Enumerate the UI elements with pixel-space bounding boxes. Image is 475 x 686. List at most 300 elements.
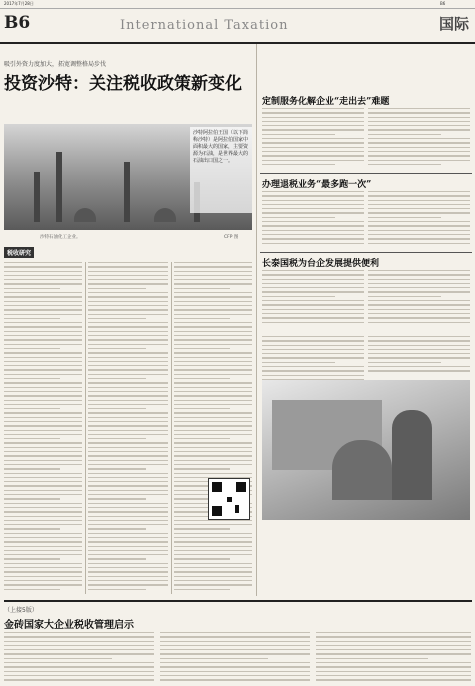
office-photo bbox=[262, 380, 470, 520]
text-line bbox=[262, 340, 364, 341]
text-line bbox=[368, 279, 470, 280]
text-line bbox=[368, 287, 470, 288]
text-line bbox=[88, 365, 168, 366]
text-line bbox=[174, 266, 252, 267]
text-line bbox=[88, 533, 168, 534]
text-line bbox=[88, 348, 146, 349]
text-line bbox=[4, 438, 60, 439]
text-line bbox=[262, 204, 364, 205]
text-line bbox=[368, 217, 441, 218]
text-line bbox=[174, 558, 230, 559]
text-line bbox=[174, 309, 252, 310]
text-line bbox=[4, 292, 82, 293]
text-line bbox=[4, 524, 82, 525]
text-line bbox=[4, 537, 82, 538]
text-line bbox=[4, 567, 82, 568]
text-line bbox=[262, 238, 364, 239]
text-line bbox=[4, 279, 82, 280]
text-line bbox=[368, 208, 470, 209]
text-line bbox=[368, 151, 470, 152]
text-line bbox=[88, 455, 168, 456]
text-line bbox=[4, 511, 82, 512]
text-line bbox=[174, 400, 252, 401]
text-line bbox=[174, 365, 252, 366]
text-line bbox=[4, 589, 60, 590]
text-line bbox=[4, 322, 82, 323]
text-line bbox=[174, 421, 252, 422]
text-line bbox=[88, 309, 168, 310]
text-line bbox=[4, 649, 154, 650]
text-line bbox=[368, 125, 470, 126]
text-line bbox=[174, 344, 252, 345]
text-line bbox=[88, 563, 168, 564]
text-line bbox=[88, 275, 168, 276]
text-line bbox=[88, 490, 168, 491]
text-line bbox=[262, 112, 364, 113]
section-title-chinese: 国际 bbox=[438, 15, 469, 33]
text-line bbox=[4, 305, 82, 306]
text-line bbox=[174, 442, 252, 443]
text-line bbox=[4, 498, 60, 499]
text-line bbox=[316, 632, 471, 633]
text-line bbox=[4, 580, 82, 581]
text-line bbox=[88, 369, 168, 370]
text-line bbox=[174, 425, 252, 426]
text-line bbox=[262, 370, 364, 371]
text-line bbox=[174, 352, 252, 353]
text-line bbox=[316, 662, 471, 663]
text-line bbox=[4, 348, 60, 349]
text-line bbox=[174, 292, 252, 293]
text-line bbox=[262, 147, 364, 148]
text-line bbox=[262, 357, 364, 358]
text-line bbox=[88, 262, 168, 263]
story-1-column-1 bbox=[262, 108, 364, 170]
text-line bbox=[4, 331, 82, 332]
text-line bbox=[88, 473, 168, 474]
text-line bbox=[4, 344, 82, 345]
text-line bbox=[316, 641, 471, 642]
text-line bbox=[88, 550, 168, 551]
text-line bbox=[368, 370, 470, 371]
text-line bbox=[174, 412, 252, 413]
text-line bbox=[88, 318, 146, 319]
text-line bbox=[174, 546, 252, 547]
story-1-column-2 bbox=[368, 108, 470, 170]
text-line bbox=[4, 271, 82, 272]
text-line bbox=[4, 666, 154, 667]
text-line bbox=[4, 507, 82, 508]
text-line bbox=[88, 266, 168, 267]
text-line bbox=[4, 365, 82, 366]
text-line bbox=[88, 322, 168, 323]
text-line bbox=[4, 464, 82, 465]
text-line bbox=[174, 378, 230, 379]
text-line bbox=[368, 230, 470, 231]
text-line bbox=[88, 279, 168, 280]
text-line bbox=[4, 318, 60, 319]
photo-caption-box: 沙特阿拉伯王国（以下简称沙特）是阿拉伯国家中面积最大的国家，主要资源为石油，是世界最大的石油出口国之一。 bbox=[190, 127, 252, 213]
text-line bbox=[368, 129, 470, 130]
text-line bbox=[4, 314, 82, 315]
text-line bbox=[88, 442, 168, 443]
text-line bbox=[262, 274, 364, 275]
text-line bbox=[368, 357, 470, 358]
text-line bbox=[262, 117, 364, 118]
text-line bbox=[4, 283, 82, 284]
text-line bbox=[368, 195, 470, 196]
text-line bbox=[174, 339, 252, 340]
text-line bbox=[88, 339, 168, 340]
text-line bbox=[4, 382, 82, 383]
bottom-column-3 bbox=[316, 632, 471, 684]
text-line bbox=[4, 395, 82, 396]
photo-caption: 沙特石油化工企业。 bbox=[40, 235, 81, 240]
section-title-english: International Taxation bbox=[120, 18, 289, 33]
text-line bbox=[174, 550, 252, 551]
text-line bbox=[88, 335, 168, 336]
text-line bbox=[174, 404, 252, 405]
text-line bbox=[4, 550, 82, 551]
text-line bbox=[88, 464, 168, 465]
text-line bbox=[160, 675, 310, 676]
text-line bbox=[4, 352, 82, 353]
text-line bbox=[88, 507, 168, 508]
lead-column-2 bbox=[88, 262, 168, 594]
text-line bbox=[88, 451, 168, 452]
text-line bbox=[174, 451, 252, 452]
text-line bbox=[368, 274, 470, 275]
text-line bbox=[4, 455, 82, 456]
text-line bbox=[4, 357, 82, 358]
text-line bbox=[174, 460, 252, 461]
text-line bbox=[4, 558, 60, 559]
text-line bbox=[262, 195, 364, 196]
text-line bbox=[316, 645, 471, 646]
text-line bbox=[88, 421, 168, 422]
text-line bbox=[4, 653, 154, 654]
text-line bbox=[368, 291, 470, 292]
text-line bbox=[368, 204, 470, 205]
text-line bbox=[368, 340, 470, 341]
text-line bbox=[262, 217, 335, 218]
text-line bbox=[88, 271, 168, 272]
text-line bbox=[368, 112, 470, 113]
text-line bbox=[4, 309, 82, 310]
text-line bbox=[262, 291, 364, 292]
text-line bbox=[174, 275, 252, 276]
text-line bbox=[316, 679, 471, 680]
text-line bbox=[368, 200, 470, 201]
text-line bbox=[4, 369, 82, 370]
text-line bbox=[88, 485, 168, 486]
text-line bbox=[4, 412, 82, 413]
text-line bbox=[4, 400, 82, 401]
text-line bbox=[368, 317, 470, 318]
text-line bbox=[368, 345, 470, 346]
text-line bbox=[262, 309, 364, 310]
text-line bbox=[174, 520, 252, 521]
text-line bbox=[88, 438, 146, 439]
top-info-bar bbox=[0, 0, 475, 9]
text-line bbox=[368, 147, 470, 148]
text-line bbox=[4, 326, 82, 327]
text-line bbox=[262, 142, 364, 143]
text-line bbox=[4, 378, 60, 379]
text-line bbox=[174, 331, 252, 332]
text-line bbox=[174, 447, 252, 448]
text-line bbox=[262, 283, 364, 284]
lead-column-3 bbox=[174, 262, 252, 594]
text-line bbox=[174, 438, 230, 439]
text-line bbox=[88, 382, 168, 383]
text-line bbox=[262, 300, 364, 301]
text-line bbox=[262, 108, 364, 109]
text-line bbox=[316, 636, 471, 637]
text-line bbox=[88, 494, 168, 495]
text-line bbox=[4, 576, 82, 577]
text-line bbox=[174, 468, 230, 469]
text-line bbox=[174, 408, 230, 409]
text-line bbox=[174, 318, 230, 319]
story-2-column-2 bbox=[368, 191, 470, 249]
text-line bbox=[174, 271, 252, 272]
text-line bbox=[88, 331, 168, 332]
text-line bbox=[262, 125, 364, 126]
text-line bbox=[174, 533, 252, 534]
text-line bbox=[368, 164, 441, 165]
text-line bbox=[174, 567, 252, 568]
text-line bbox=[262, 304, 364, 305]
text-line bbox=[88, 524, 168, 525]
text-line bbox=[174, 563, 252, 564]
text-line bbox=[262, 191, 364, 192]
text-line bbox=[160, 679, 310, 680]
text-line bbox=[368, 221, 470, 222]
section-masthead bbox=[0, 9, 475, 44]
text-line bbox=[174, 369, 252, 370]
text-line bbox=[88, 292, 168, 293]
text-line bbox=[4, 679, 154, 680]
middle-column-2 bbox=[368, 336, 470, 376]
text-line bbox=[88, 430, 168, 431]
text-line bbox=[88, 425, 168, 426]
qr-code bbox=[208, 478, 250, 520]
text-line bbox=[368, 134, 441, 135]
text-line bbox=[368, 362, 441, 363]
text-line bbox=[4, 516, 82, 517]
text-line bbox=[262, 279, 364, 280]
text-line bbox=[88, 516, 168, 517]
text-line bbox=[4, 485, 82, 486]
text-line bbox=[174, 541, 252, 542]
page-number: B6 bbox=[4, 13, 31, 33]
text-line bbox=[88, 434, 168, 435]
text-line bbox=[368, 353, 470, 354]
text-line bbox=[4, 275, 82, 276]
text-line bbox=[174, 584, 252, 585]
story-3-headline: 长泰国税为台企发展提供便利 bbox=[262, 259, 380, 269]
text-line bbox=[4, 632, 154, 633]
column-logo: 税收研究 bbox=[4, 247, 34, 258]
text-line bbox=[262, 155, 364, 156]
text-line bbox=[262, 375, 364, 376]
text-line bbox=[88, 584, 168, 585]
text-line bbox=[88, 576, 168, 577]
text-line bbox=[160, 641, 310, 642]
text-line bbox=[160, 653, 310, 654]
text-line bbox=[88, 314, 168, 315]
text-line bbox=[368, 243, 470, 244]
text-line bbox=[88, 498, 146, 499]
text-line bbox=[368, 283, 470, 284]
text-line bbox=[88, 546, 168, 547]
text-line bbox=[174, 382, 252, 383]
text-line bbox=[174, 348, 230, 349]
text-line bbox=[88, 400, 168, 401]
text-line bbox=[174, 473, 252, 474]
text-line bbox=[4, 434, 82, 435]
text-line bbox=[88, 301, 168, 302]
text-line bbox=[262, 349, 364, 350]
text-line bbox=[88, 511, 168, 512]
text-line bbox=[88, 447, 168, 448]
text-line bbox=[4, 584, 82, 585]
text-line bbox=[4, 262, 82, 263]
text-line bbox=[368, 138, 470, 139]
text-line bbox=[4, 425, 82, 426]
text-line bbox=[368, 160, 470, 161]
text-line bbox=[368, 296, 441, 297]
text-line bbox=[88, 412, 168, 413]
text-line bbox=[4, 460, 82, 461]
text-line bbox=[4, 417, 82, 418]
text-line bbox=[4, 528, 60, 529]
text-line bbox=[160, 645, 310, 646]
text-line bbox=[4, 339, 82, 340]
text-line bbox=[262, 270, 364, 271]
text-line bbox=[4, 554, 82, 555]
text-line bbox=[262, 336, 364, 337]
text-line bbox=[174, 434, 252, 435]
text-line bbox=[262, 151, 364, 152]
text-line bbox=[4, 490, 82, 491]
text-line bbox=[88, 571, 168, 572]
text-line bbox=[88, 378, 146, 379]
text-line bbox=[4, 494, 82, 495]
text-line bbox=[4, 473, 82, 474]
text-line bbox=[368, 212, 470, 213]
text-line bbox=[88, 567, 168, 568]
text-line bbox=[368, 336, 470, 337]
text-line bbox=[262, 230, 364, 231]
text-line bbox=[368, 191, 470, 192]
text-line bbox=[368, 304, 470, 305]
text-line bbox=[174, 283, 252, 284]
text-line bbox=[368, 234, 470, 235]
text-line bbox=[368, 270, 470, 271]
text-line bbox=[88, 296, 168, 297]
text-line bbox=[174, 430, 252, 431]
text-line bbox=[174, 357, 252, 358]
text-line bbox=[4, 408, 60, 409]
text-line bbox=[88, 344, 168, 345]
text-line bbox=[4, 636, 154, 637]
text-line bbox=[174, 301, 252, 302]
bottom-column-2 bbox=[160, 632, 310, 684]
text-line bbox=[88, 468, 146, 469]
text-line bbox=[368, 225, 470, 226]
text-line bbox=[174, 361, 252, 362]
text-line bbox=[88, 408, 146, 409]
text-line bbox=[4, 675, 154, 676]
text-line bbox=[160, 666, 310, 667]
text-line bbox=[88, 391, 168, 392]
text-line bbox=[160, 671, 310, 672]
text-line bbox=[174, 580, 252, 581]
text-line bbox=[174, 528, 230, 529]
text-line bbox=[174, 395, 252, 396]
bottom-column-1 bbox=[4, 632, 154, 684]
text-line bbox=[262, 138, 364, 139]
text-line bbox=[262, 313, 364, 314]
text-line bbox=[88, 503, 168, 504]
text-line bbox=[262, 164, 335, 165]
text-line bbox=[4, 387, 82, 388]
text-line bbox=[4, 662, 154, 663]
text-line bbox=[262, 208, 364, 209]
text-line bbox=[4, 442, 82, 443]
text-line bbox=[4, 421, 82, 422]
text-line bbox=[262, 353, 364, 354]
text-line bbox=[88, 558, 146, 559]
story-3-column-1 bbox=[262, 270, 364, 330]
text-line bbox=[4, 671, 154, 672]
text-line bbox=[262, 225, 364, 226]
text-line bbox=[368, 117, 470, 118]
text-line bbox=[4, 451, 82, 452]
text-line bbox=[262, 317, 364, 318]
text-line bbox=[4, 430, 82, 431]
text-line bbox=[88, 361, 168, 362]
text-line bbox=[4, 301, 82, 302]
lead-column-1 bbox=[4, 262, 82, 594]
text-line bbox=[368, 322, 470, 323]
text-line bbox=[368, 300, 470, 301]
text-line bbox=[262, 221, 364, 222]
text-line bbox=[316, 675, 471, 676]
text-line bbox=[262, 345, 364, 346]
text-line bbox=[88, 387, 168, 388]
text-line bbox=[316, 666, 471, 667]
text-line bbox=[174, 279, 252, 280]
text-line bbox=[4, 563, 82, 564]
story-2-headline: 办理退税业务“最多跑一次” bbox=[262, 180, 372, 190]
text-line bbox=[4, 645, 154, 646]
text-line bbox=[368, 366, 470, 367]
text-line bbox=[4, 477, 82, 478]
text-line bbox=[4, 296, 82, 297]
text-line bbox=[160, 662, 310, 663]
story-1-headline: 定制服务化解企业“走出去”难题 bbox=[262, 97, 390, 107]
text-line bbox=[368, 142, 470, 143]
text-line bbox=[368, 238, 470, 239]
text-line bbox=[88, 283, 168, 284]
text-line bbox=[160, 636, 310, 637]
text-line bbox=[262, 212, 364, 213]
text-line bbox=[174, 576, 252, 577]
text-line bbox=[4, 266, 82, 267]
